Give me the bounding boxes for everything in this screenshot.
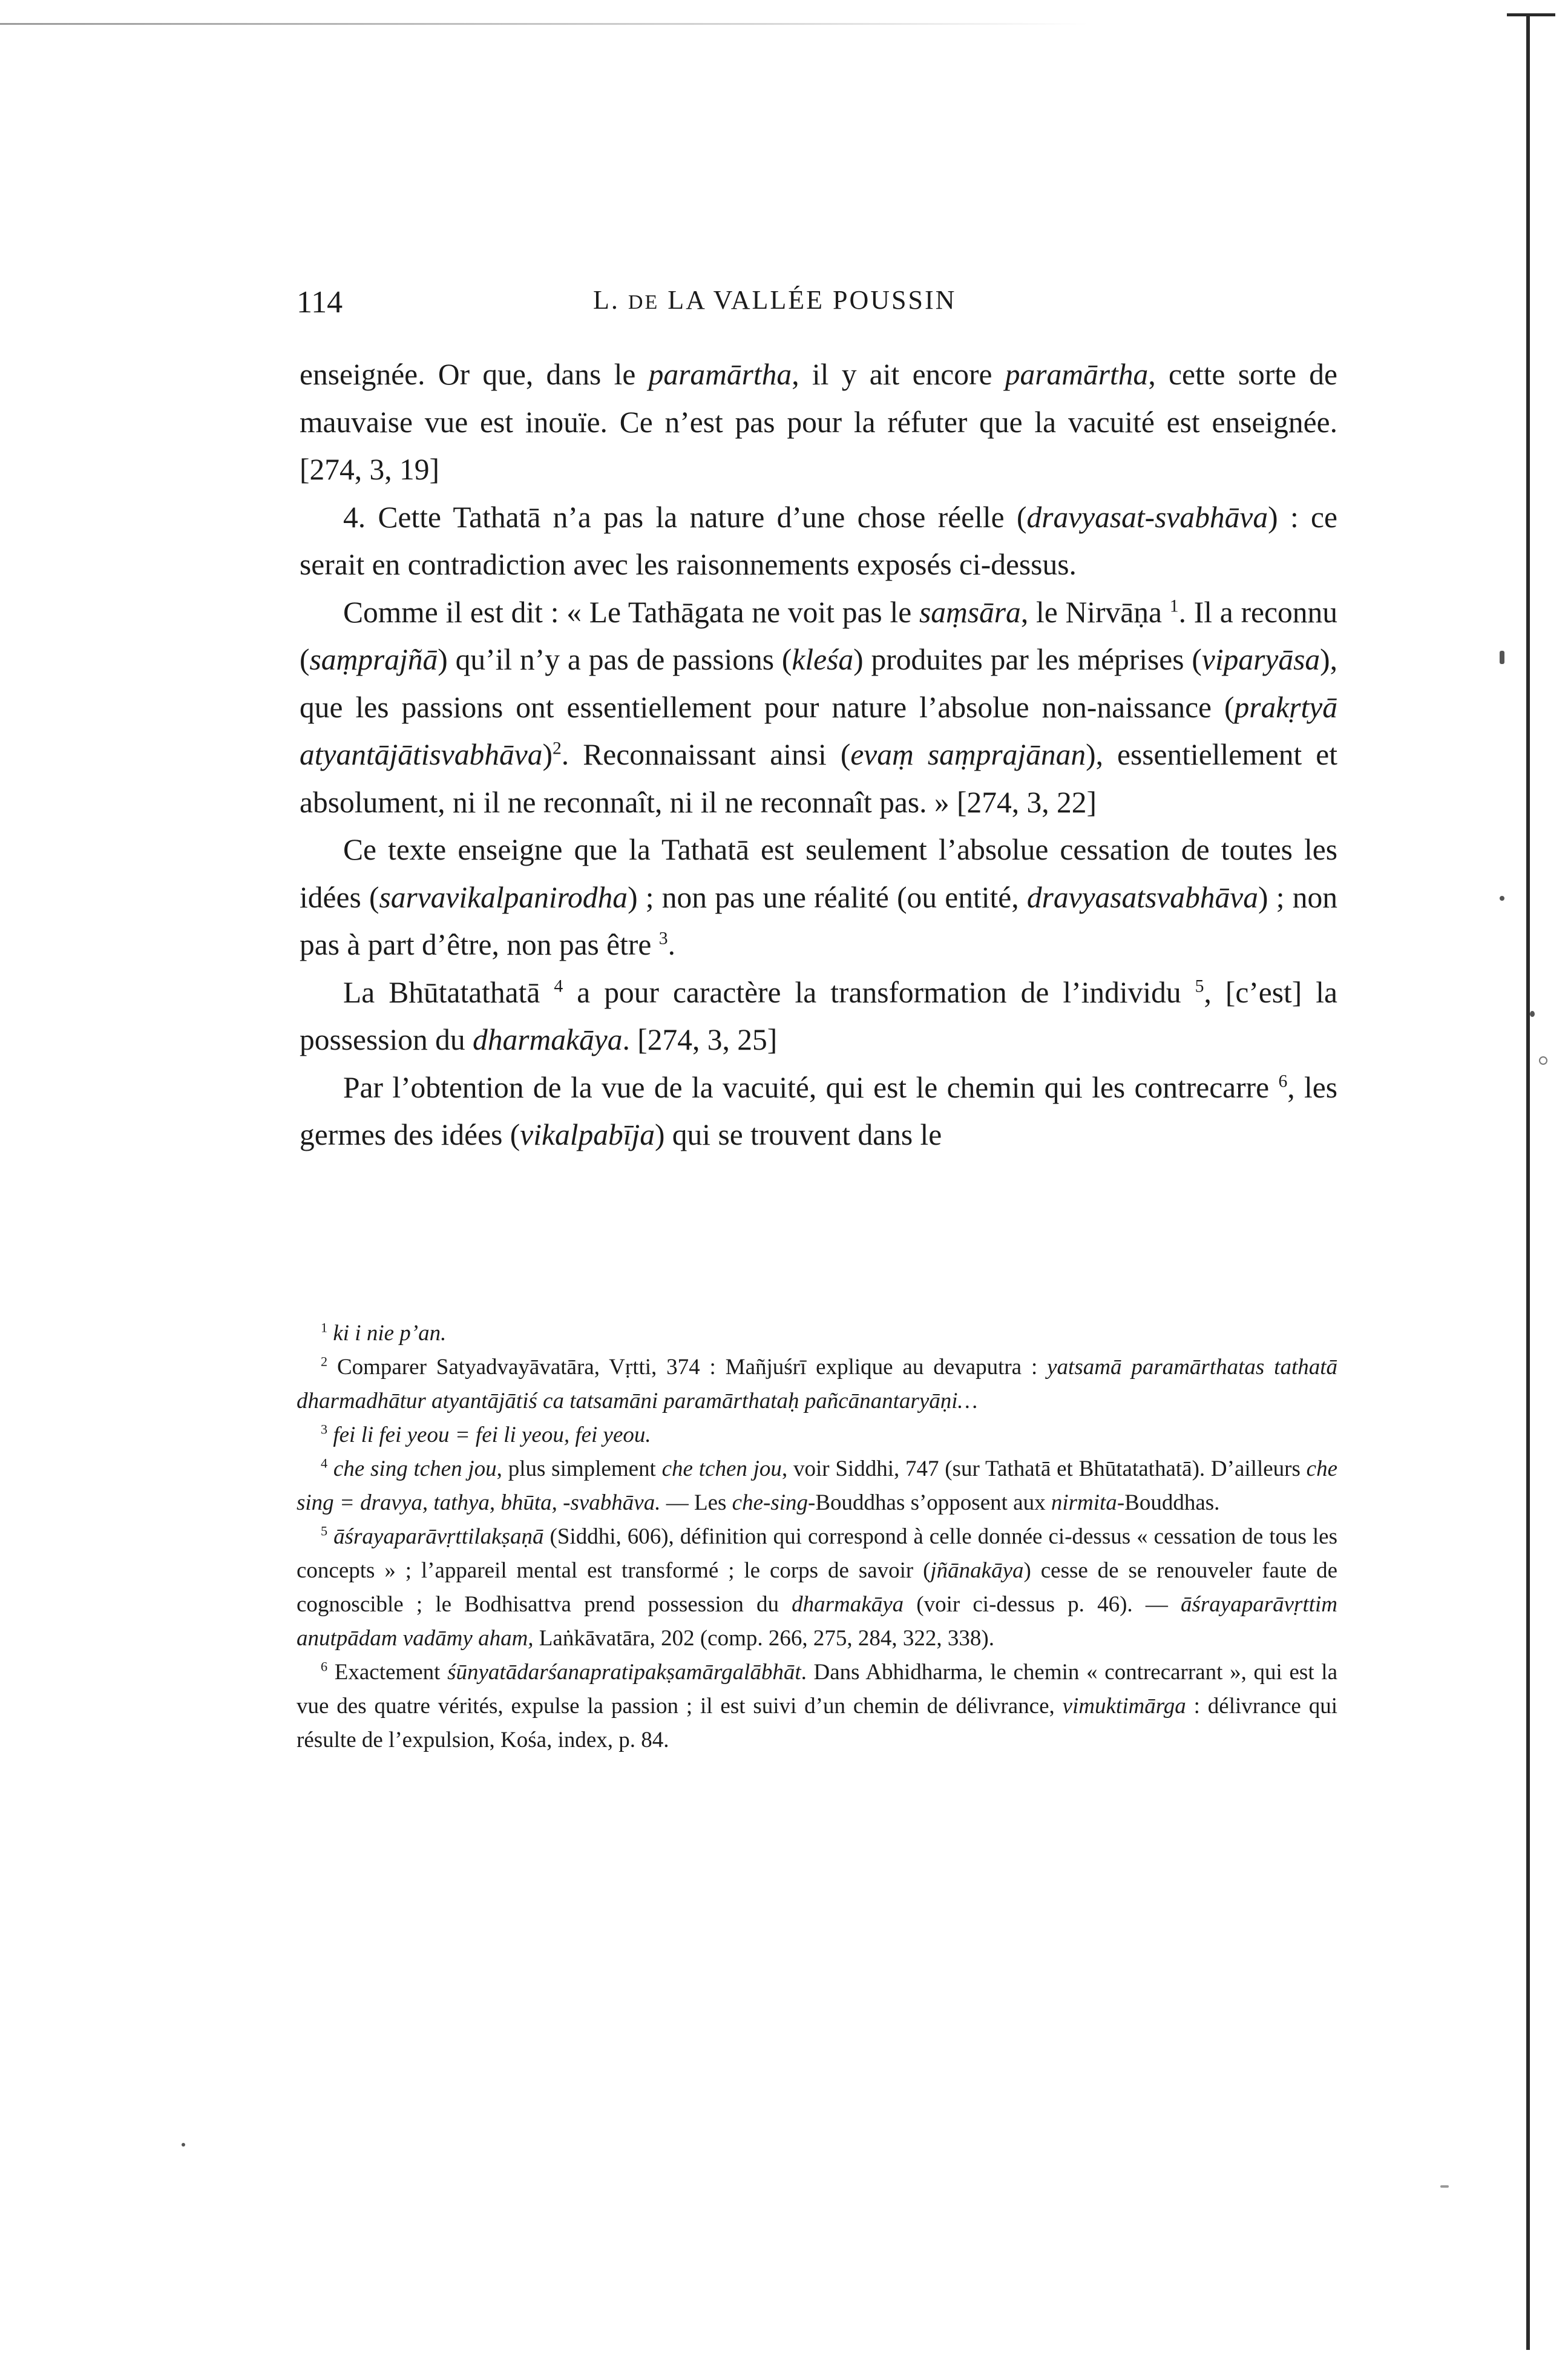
scan-speck xyxy=(182,2143,185,2147)
paragraph-4: Ce texte enseigne que la Tathatā est seulement l’absolue cessation de toutes les idées (sarvavikalpanirodha) ; non pas une réalité (ou entité, dravyasatsvabhāva) ; non pas à part d’être, non pas être $^3$. xyxy=(300,833,1337,961)
header-particle: DE xyxy=(628,291,660,314)
footnote-ref-4: 4 xyxy=(554,976,563,996)
paragraph-3: Comme il est dit : « Le Tathāgata ne voit pas le saṃsāra, le Nirvāṇa $^1$. Il a reconnu (saṃprajñā) qu’il n’y a pas de passions (kleśa) produites par les méprises (viparyāsa), que les passions ont essentiellement pour nature l’absolue non-naissance (prakṛtyā atyantājātisvabhāva)$^2$. Reconnaissant ainsi (evaṃ saṃprajānan), essentiellement et absolument, ni il ne reconnaît, ni il ne reconnaît pas. » [274, 3, 22] xyxy=(300,595,1338,819)
footnote-ref-6: 6 xyxy=(1278,1071,1288,1091)
paragraph-1: enseignée. Or que, dans le paramārtha, il y ait encore paramārtha, cette sorte de mauvaise vue est inouïe. Ce n’est pas pour la réfuter que la vacuité est enseignée. [274, 3, 19] xyxy=(300,358,1337,486)
scan-speck xyxy=(1530,1011,1535,1017)
header-title xyxy=(593,285,956,315)
footnote-1: $^1$ ki i nie p’an. xyxy=(321,1320,447,1346)
footnote-2: $^2$ Comparer Satyadvayāvatāra, Vṛtti, 374 : Mañjuśrī explique au devaputra : yatsamā paramārthatas tathatā dharmadhātur atyantājātiś ca tatsamāni paramārthataḥ pañcānantaryāṇi… xyxy=(297,1354,1338,1413)
paragraph-6: Par l’obtention de la vue de la vacuité, qui est le chemin qui les contrecarre $^6$, les germes des idées (vikalpabīja) qui se trouvent dans le xyxy=(300,1070,1337,1151)
scan-binding-cap xyxy=(1507,13,1555,16)
footnotes xyxy=(297,1317,1338,1757)
footnote-6: $^6$ Exactement śūnyatādarśanapratipakṣamārgalābhāt. Dans Abhidharma, le chemin « contrecarrant », qui est la vue des quatre vérités, expulse la passion ; il est suivi d’un chemin de délivrance, vimuktimārga : délivrance qui résulte de l’expulsion, Kośa, index, p. 84. xyxy=(297,1659,1337,1752)
footnote-ref-1: 1 xyxy=(1169,596,1179,616)
scan-binding-edge xyxy=(1526,13,1530,2350)
scan-speck xyxy=(1500,651,1504,664)
paragraph-5: La Bhūtatathatā $^4$ a pour caractère la transformation de l’individu $^5$, [c’est] la possession du dharmakāya. [274, 3, 25] xyxy=(300,975,1338,1056)
scan-speck xyxy=(1440,2185,1449,2188)
footnote-5: $^5$ āśrayaparāvṛttilakṣaṇā (Siddhi, 606), définition qui correspond à celle donnée ci-dessus « cessation de tous les concepts » ; l’appareil mental est transformé ; le corps de savoir (jñānakāya) cesse de se renouveler faute de cognoscible ; le Bodhisattva prend possession du dharmakāya (voir ci-dessus p. 46). — āśrayaparāvṛttim anutpādam vadāmy aham, Laṅkāvatāra, 202 (comp. 266, 275, 284, 322, 338). xyxy=(297,1523,1338,1651)
footnote-ref-3: 3 xyxy=(658,929,668,949)
scan-speck xyxy=(1500,896,1504,901)
footnote-4: $^4$ che sing tchen jou, plus simplement che tchen jou, voir Siddhi, 747 (sur Tathatā et Bhūtatathatā). D’ailleurs che sing = dravya, tathya, bhūta, -svabhāva. — Les che-sing-Bouddhas s’opposent aux nirmita-Bouddhas. xyxy=(297,1455,1338,1515)
scan-top-edge xyxy=(0,23,1089,25)
page-number: 114 xyxy=(297,285,343,320)
body-text xyxy=(300,351,1337,1159)
footnote-3: $^3$ fei li fei yeou = fei li yeou, fei yeou. xyxy=(321,1421,651,1447)
running-head xyxy=(297,285,1337,327)
footnote-ref-2: 2 xyxy=(552,739,562,758)
header-author: LA VALLÉE POUSSIN xyxy=(668,285,957,315)
paragraph-2: 4. Cette Tathatā n’a pas la nature d’une chose réelle (dravyasat-svabhāva) : ce serait en contradiction avec les raisonnements exposés ci-dessus. xyxy=(300,500,1337,581)
scan-speck xyxy=(1539,1056,1547,1065)
header-initial: L. xyxy=(593,285,620,315)
footnote-ref-5: 5 xyxy=(1195,976,1204,996)
